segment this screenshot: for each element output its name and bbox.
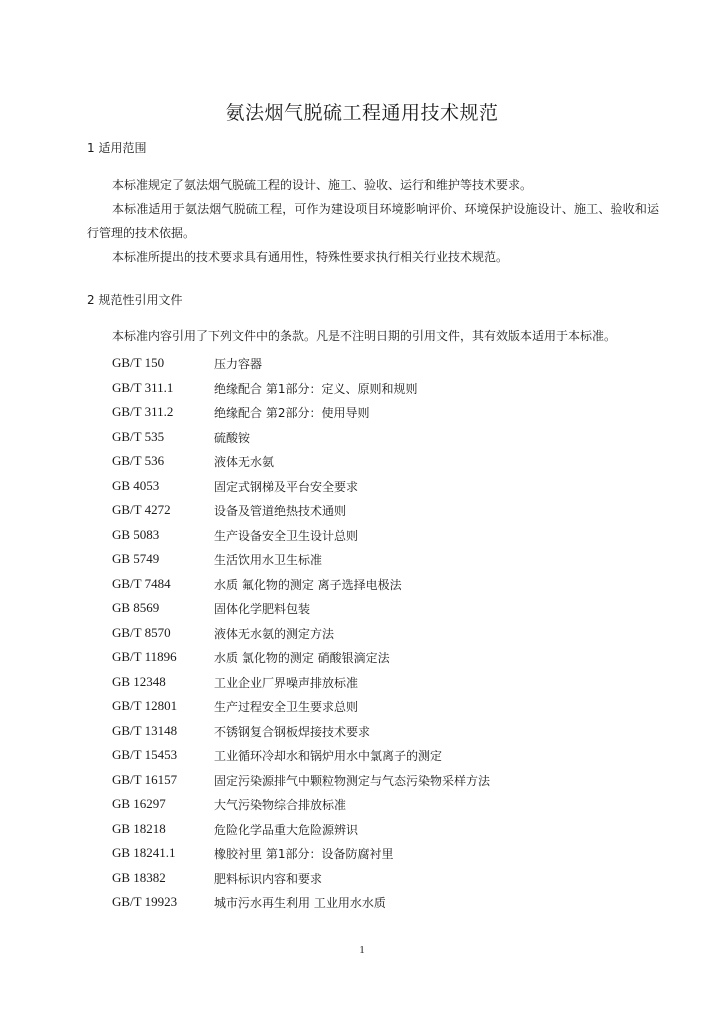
reference-code: GB/T 16157 [112, 771, 178, 787]
section-heading-scope: 1 适用范围 [87, 141, 147, 155]
reference-code: GB/T 4272 [112, 502, 171, 517]
reference-code: GB 18382 [112, 869, 166, 885]
reference-title: 橡胶衬里 第1部分：设备防腐衬里 [214, 847, 394, 861]
reference-title: 设备及管道绝热技术通则 [214, 504, 347, 518]
reference-title: 生活饮用水卫生标准 [214, 553, 323, 567]
page-number: 1 [359, 944, 365, 956]
reference-title: 不锈钢复合钢板焊接技术要求 [214, 724, 371, 739]
paragraph-references-intro: 本标准内容引用了下列文件中的条款。凡是不注明日期的引用文件，其有效版本适用于本标准。 [112, 329, 617, 343]
reference-code: GB/T 8570 [112, 624, 171, 640]
reference-title: 肥料标识内容和要求 [214, 871, 323, 886]
reference-title: 液体无水氨 [214, 455, 275, 469]
reference-code: GB/T 15453 [112, 747, 178, 762]
reference-code: GB/T 7484 [112, 575, 171, 591]
reference-title: 绝缘配合 第2部分：使用导则 [214, 406, 370, 420]
section-heading-references: 2 规范性引用文件 [87, 293, 183, 307]
reference-title: 绝缘配合 第1部分：定义、原则和规则 [214, 381, 418, 396]
reference-title: 工业循环冷却水和锅炉用水中氯离子的测定 [214, 749, 443, 763]
reference-code: GB/T 536 [112, 453, 165, 468]
reference-title: 固体化学肥料包装 [214, 602, 311, 616]
reference-code: GB/T 535 [112, 428, 165, 444]
reference-code: GB 12348 [112, 673, 166, 689]
reference-code: GB 18218 [112, 820, 166, 836]
reference-title: 液体无水氨的测定方法 [214, 626, 335, 641]
paragraph-scope-3: 本标准所提出的技术要求具有通用性，特殊性要求执行相关行业技术规范。 [112, 250, 509, 264]
reference-code: GB/T 19923 [112, 894, 178, 909]
reference-code: GB 16297 [112, 796, 166, 811]
reference-title: 固定污染源排气中颗粒物测定与气态污染物采样方法 [214, 773, 491, 788]
reference-code: GB 8569 [112, 600, 160, 615]
paragraph-scope-1: 本标准规定了氨法烟气脱硫工程的设计、施工、验收、运行和维护等技术要求。 [112, 178, 533, 192]
reference-title: 城市污水再生利用 工业用水水质 [214, 896, 386, 910]
reference-title: 压力容器 [214, 357, 263, 371]
reference-title: 生产过程安全卫生要求总则 [214, 700, 359, 714]
reference-code: GB 18241.1 [112, 845, 176, 860]
reference-title: 硫酸铵 [214, 430, 251, 445]
reference-code: GB/T 12801 [112, 698, 178, 713]
reference-code: GB/T 150 [112, 355, 165, 370]
reference-code: GB 5749 [112, 551, 160, 566]
reference-code: GB/T 311.2 [112, 404, 174, 419]
paragraph-scope-2: 本标准适用于氨法烟气脱硫工程，可作为建设项目环境影响评价、环境保护设施设计、施工、验收和运行管理的技术依据。 [87, 202, 659, 240]
reference-code: GB/T 13148 [112, 722, 178, 738]
reference-title: 工业企业厂界噪声排放标准 [214, 675, 359, 690]
reference-title: 生产设备安全卫生设计总则 [214, 528, 359, 543]
reference-code: GB 4053 [112, 477, 160, 493]
reference-title: 固定式钢梯及平台安全要求 [214, 479, 359, 494]
reference-code: GB/T 311.1 [112, 379, 174, 395]
reference-title: 危险化学品重大危险源辨识 [214, 822, 359, 837]
page-title: 氨法烟气脱硫工程通用技术规范 [225, 102, 499, 124]
reference-title: 水质 氟化物的测定 离子选择电极法 [214, 577, 402, 592]
reference-code: GB/T 11896 [112, 649, 177, 664]
reference-code: GB 5083 [112, 526, 160, 542]
reference-title: 大气污染物综合排放标准 [214, 798, 347, 812]
reference-title: 水质 氯化物的测定 硝酸银滴定法 [214, 651, 390, 665]
